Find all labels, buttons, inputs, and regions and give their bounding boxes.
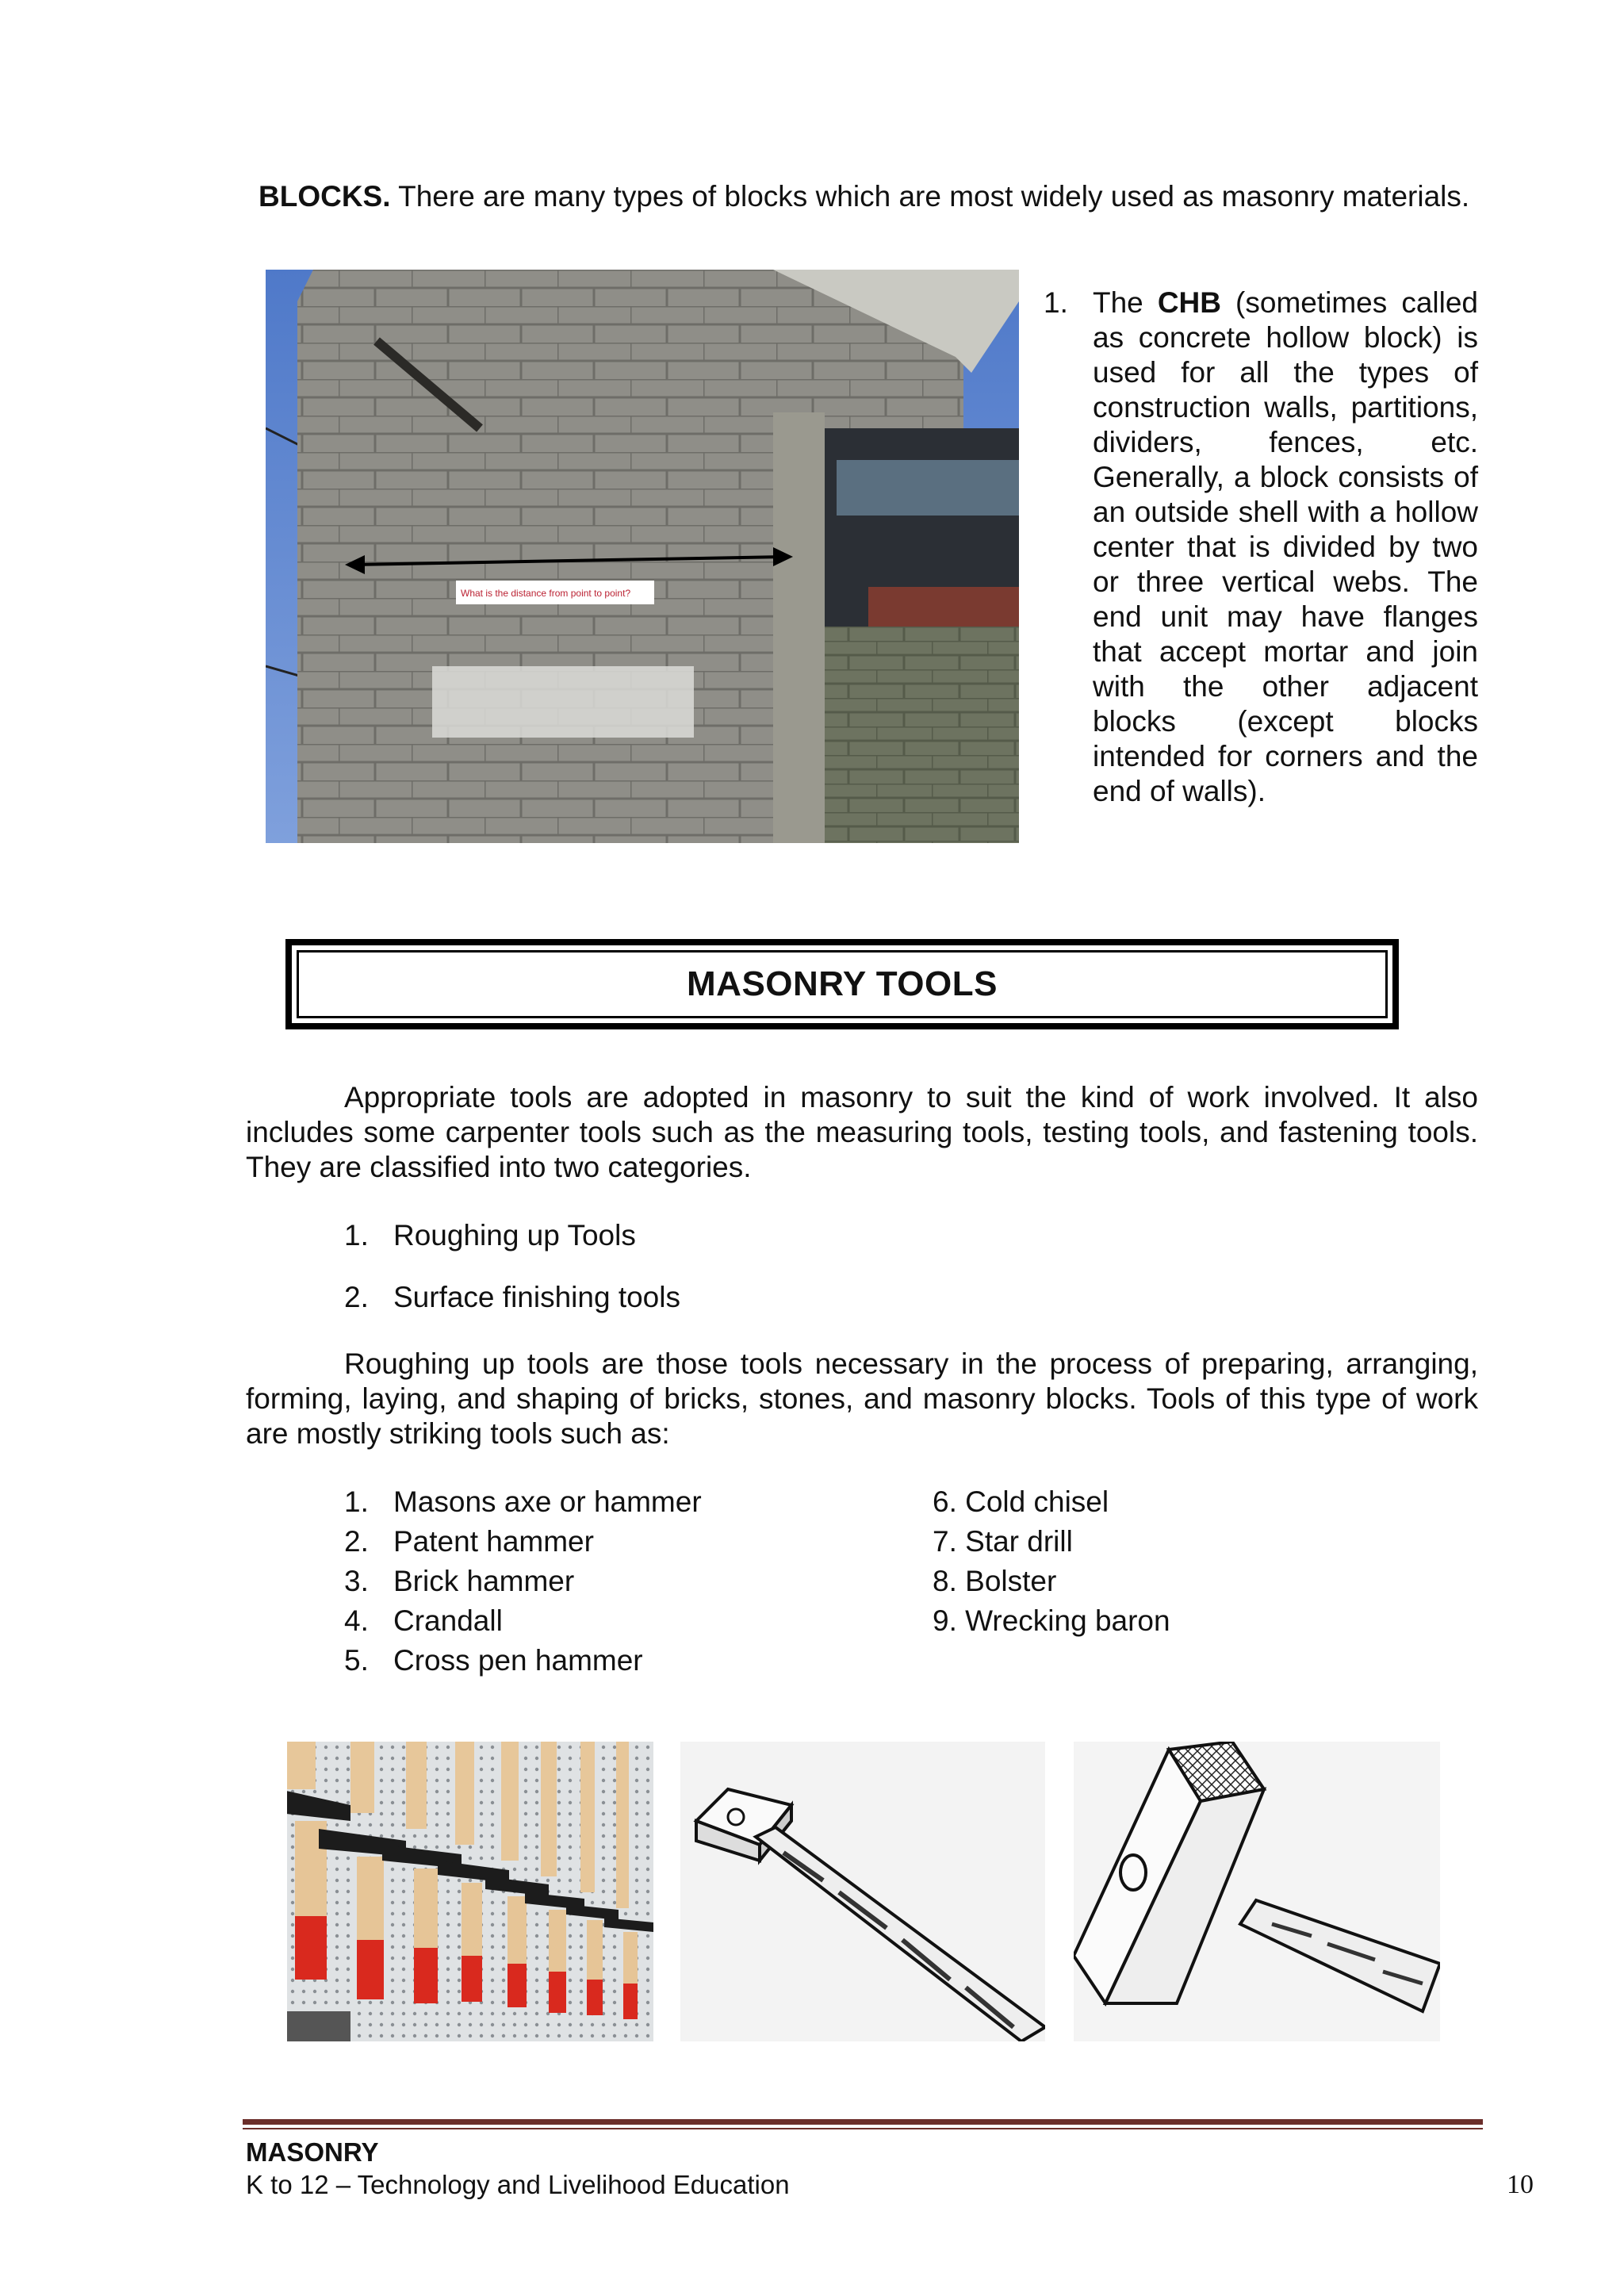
tool-item: 7. Star drill <box>933 1525 1073 1558</box>
tools-intro-paragraph: Appropriate tools are adopted in masonry to suit the kind of work involved. It also includes some carpenter tools such as the measuring tools, testing tools, and fastening tools. They are classified into two categories. <box>246 1081 1478 1183</box>
tool-item: 9. Wrecking baron <box>933 1604 1170 1637</box>
chb-description <box>1093 286 1478 809</box>
page-number: 10 <box>1507 2170 1534 2199</box>
tool-label: Cross pen hammer <box>393 1644 643 1677</box>
tool-label: Crandall <box>393 1604 503 1637</box>
chb-number: 1. <box>1044 286 1068 319</box>
photo-caption: What is the distance from point to point? <box>461 588 631 599</box>
section-heading-box <box>285 939 1399 1029</box>
tool-label: Masons axe or hammer <box>393 1485 702 1518</box>
footer-rule <box>243 2119 1483 2125</box>
footer-title: MASONRY <box>246 2137 379 2167</box>
chb-pre: The <box>1093 286 1158 319</box>
category-label: Surface finishing tools <box>393 1281 680 1313</box>
chb-text: (sometimes called as concrete hollow block) is used for all the types of construction walls, partitions, dividers, fences, etc. Generally, a block consists of an outside shell with a hollow center that is divided by two or three vertical webs. The end unit may have flanges that accept mortar and join with the other adjacent blocks (except blocks intended for corners and the end of walls). <box>1093 286 1478 807</box>
tool-number: 5. <box>344 1644 369 1677</box>
chb-building-photo <box>266 270 1019 843</box>
intro-text: There are many types of blocks which are most widely used as masonry materials. <box>390 180 1470 213</box>
category-number: 1. <box>344 1219 369 1251</box>
tool-number: 2. <box>344 1525 369 1558</box>
footer-subtitle: K to 12 – Technology and Livelihood Education <box>246 2170 790 2199</box>
roughing-tools-paragraph: Roughing up tools are those tools necessary in the process of preparing, arranging, forming, laying, and shaping of bricks, stones, and masonry blocks. Tools of this type of work are mostly striking tools such as: <box>246 1347 1478 1450</box>
hammers-on-pegboard-photo <box>287 1742 653 2041</box>
footer-rule-thin <box>243 2128 1483 2129</box>
patent-hammer-drawing <box>680 1742 1045 2041</box>
category-label: Roughing up Tools <box>393 1219 636 1251</box>
tool-number: 1. <box>344 1485 369 1518</box>
tool-number: 3. <box>344 1565 369 1597</box>
tool-label: Patent hammer <box>393 1525 594 1558</box>
tool-number: 4. <box>344 1604 369 1637</box>
intro-lead: BLOCKS. <box>259 180 391 213</box>
tool-item: 8. Bolster <box>933 1565 1057 1597</box>
crandall-hammer-drawing <box>1074 1742 1440 2041</box>
intro-paragraph <box>259 179 1478 214</box>
tool-item: 6. Cold chisel <box>933 1485 1109 1518</box>
category-number: 2. <box>344 1281 369 1313</box>
chb-bold: CHB <box>1157 286 1221 319</box>
section-heading: MASONRY TOOLS <box>687 964 998 1003</box>
tool-label: Brick hammer <box>393 1565 575 1597</box>
